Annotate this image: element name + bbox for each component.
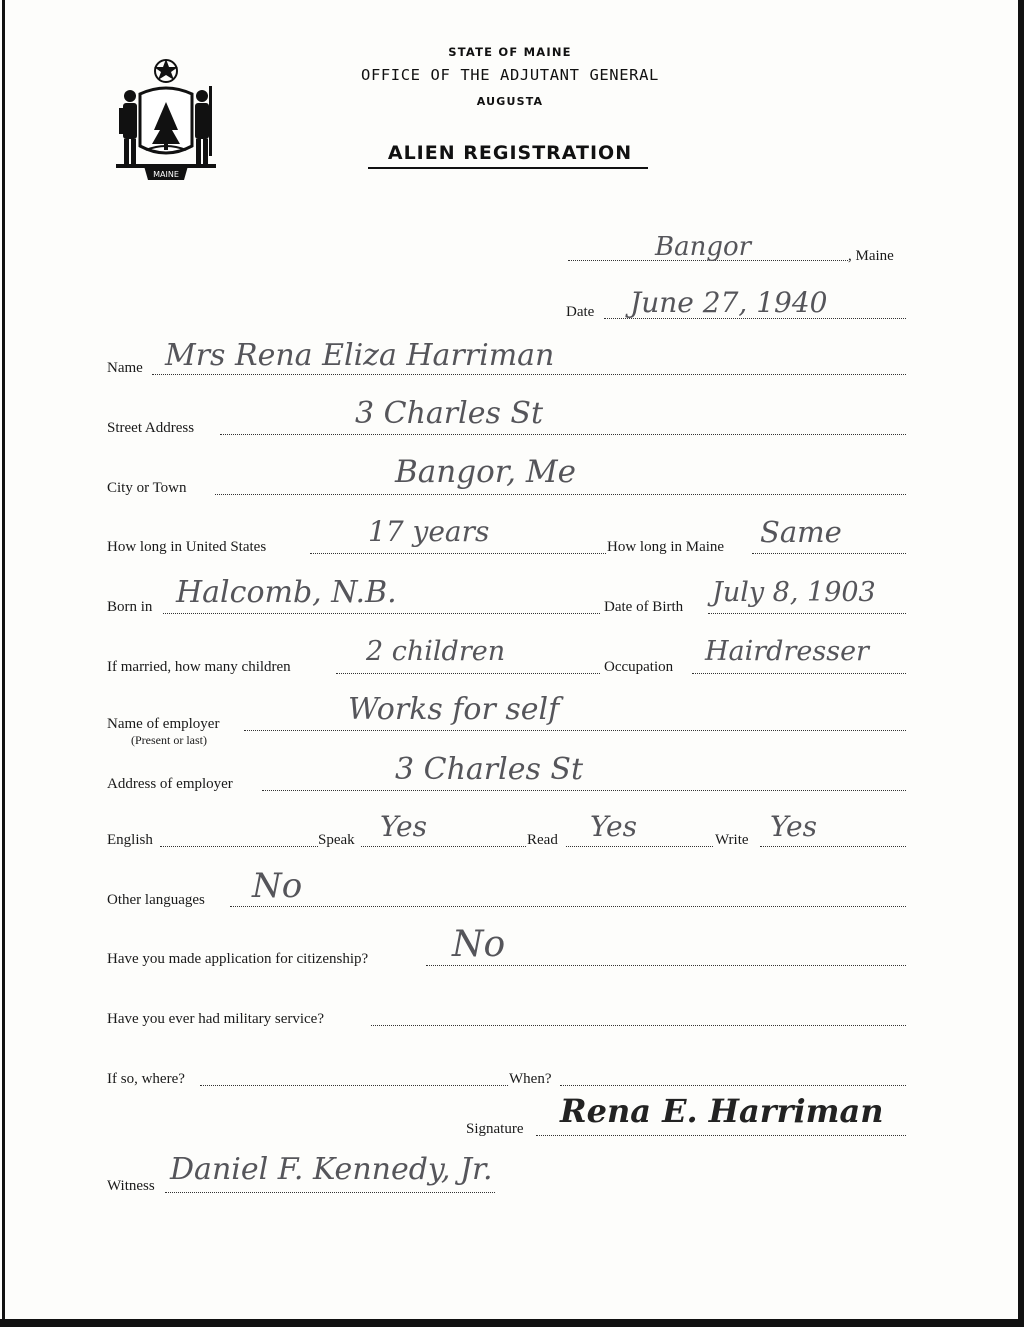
employer-address-line [262,790,906,791]
employer-address-label: Address of employer [107,776,233,792]
other-languages-label: Other languages [107,892,205,908]
signature-line [536,1135,906,1136]
occupation-line [692,673,906,674]
city-label: City or Town [107,480,187,496]
how-long-us-label: How long in United States [107,539,267,555]
street-address-value[interactable]: 3 Charles St [355,396,544,431]
witness-label: Witness [107,1178,155,1194]
employer-name-sublabel: (Present or last) [131,733,207,747]
header-office: OFFICE OF THE ADJUTANT GENERAL [361,66,659,84]
speak-value[interactable]: Yes [380,810,427,843]
citizenship-line [426,965,906,966]
name-label: Name [107,360,143,376]
place-value[interactable]: Bangor [655,232,752,262]
title-underline [368,167,648,169]
where-line [200,1085,508,1086]
street-address-label: Street Address [107,420,195,436]
name-value[interactable]: Mrs Rena Eliza Harriman [165,338,555,373]
english-label: English [107,832,153,848]
children-label: If married, how many children [107,659,291,675]
place-suffix: , Maine [848,248,894,264]
how-long-us-line [310,553,606,554]
date-label: Date [566,304,595,320]
write-label: Write [715,832,749,848]
witness-value[interactable]: Daniel F. Kennedy, Jr. [170,1152,493,1187]
employer-name-label: Name of employer [107,716,220,732]
military-line [371,1025,906,1026]
scan-border-right [1018,0,1024,1327]
how-long-maine-label: How long in Maine [607,539,725,555]
born-in-label: Born in [107,599,153,615]
citizenship-label: Have you made application for citizenship? [107,951,369,967]
when-label: When? [509,1071,552,1087]
name-line [152,374,906,375]
born-in-value[interactable]: Halcomb, N.B. [176,575,397,610]
scan-border-left [2,0,5,1327]
how-long-maine-line [752,553,906,554]
dob-value[interactable]: July 8, 1903 [712,577,876,608]
occupation-label: Occupation [604,659,674,675]
dob-line [708,613,906,614]
city-line [215,494,906,495]
born-in-line [163,613,600,614]
witness-line [165,1192,495,1193]
signature-value[interactable]: Rena E. Harriman [560,1092,884,1130]
employer-name-line [244,730,906,731]
header-state: STATE OF MAINE [448,45,572,59]
header-city: AUGUSTA [476,95,544,108]
maine-state-seal [110,56,222,182]
read-line [566,846,713,847]
children-value[interactable]: 2 children [366,636,506,667]
how-long-maine-value[interactable]: Same [760,515,842,549]
read-label: Read [527,832,558,848]
dob-label: Date of Birth [604,599,684,615]
read-value[interactable]: Yes [590,810,637,843]
employer-name-value[interactable]: Works for self [348,692,560,727]
write-line [760,846,906,847]
speak-line [361,846,526,847]
military-label: Have you ever had military service? [107,1011,324,1027]
form-title: ALIEN REGISTRATION [387,142,633,164]
street-address-line [220,434,906,435]
write-value[interactable]: Yes [770,810,817,843]
other-languages-line [230,906,906,907]
city-value[interactable]: Bangor, Me [395,454,576,490]
where-label: If so, where? [107,1071,185,1087]
seal-banner-text: MAINE [153,170,179,179]
occupation-value[interactable]: Hairdresser [705,636,869,667]
citizenship-value[interactable]: No [452,924,506,965]
other-languages-value[interactable]: No [252,866,303,906]
speak-label: Speak [318,832,355,848]
signature-label: Signature [466,1121,524,1137]
date-value[interactable]: June 27, 1940 [630,286,828,319]
scan-border-bottom [0,1319,1024,1327]
employer-address-value[interactable]: 3 Charles St [395,752,584,787]
when-line [560,1085,906,1086]
children-line [336,673,600,674]
how-long-us-value[interactable]: 17 years [368,515,490,548]
english-line [160,846,318,847]
